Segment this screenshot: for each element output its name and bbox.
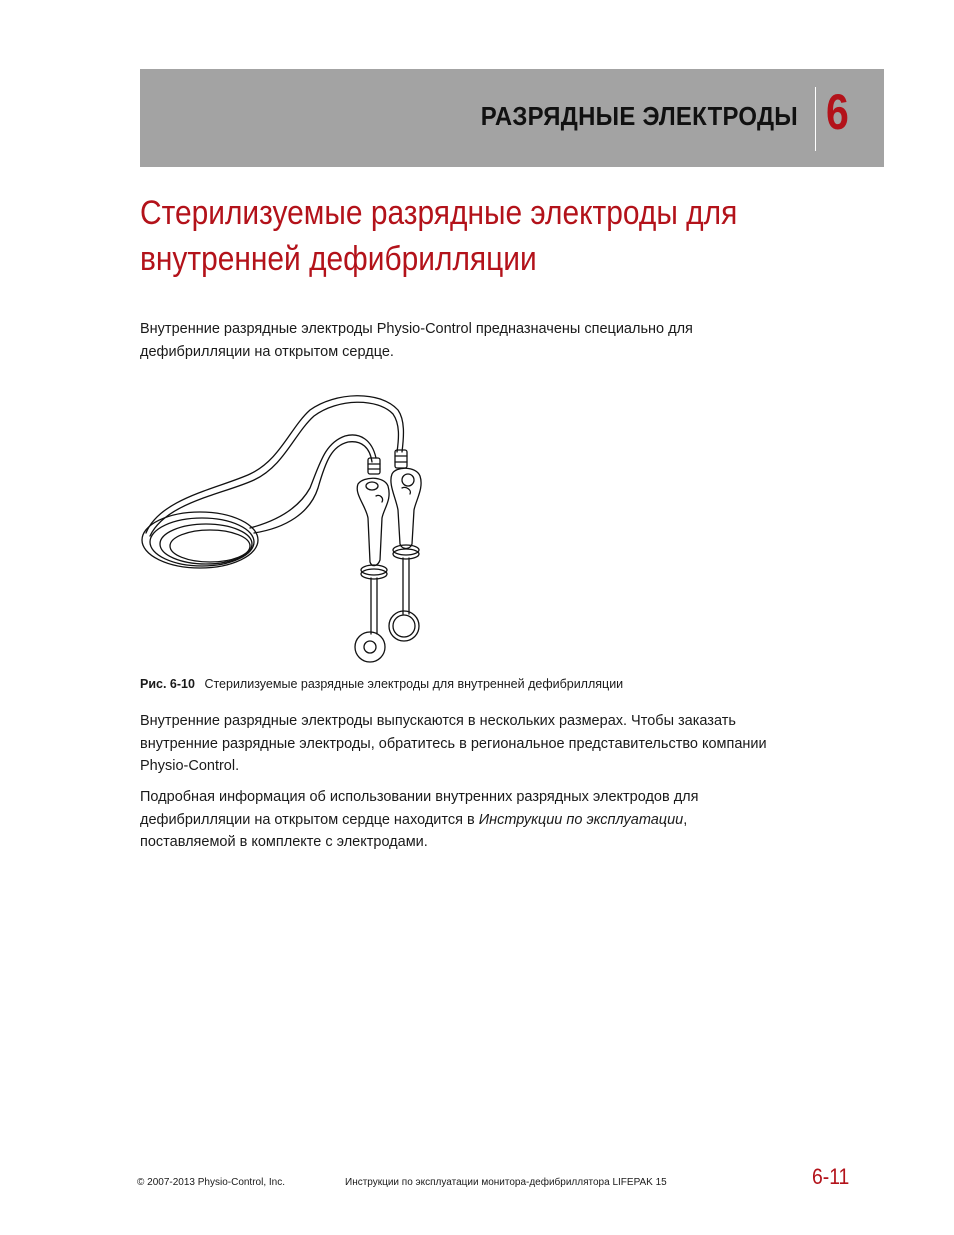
intro-line-1: Внутренние разрядные электроды Physio-Control предназначены специально для bbox=[140, 321, 693, 337]
instructions-line-2-text: дефибрилляции на открытом сердце находится в bbox=[140, 811, 479, 828]
section-title bbox=[140, 190, 774, 282]
sizes-paragraph bbox=[140, 710, 840, 778]
instructions-paragraph bbox=[140, 786, 840, 854]
sizes-line-2: внутренние разрядные электроды, обратитесь в региональное представительство компании bbox=[140, 735, 767, 752]
instructions-manual-title: Инструкции по эксплуатации bbox=[478, 811, 684, 828]
page-number: 6-11 bbox=[812, 1164, 850, 1189]
instructions-line-1: Подробная информация об использовании внутренних разрядных электродов для bbox=[140, 789, 699, 805]
section-title-line-2: внутренней дефибрилляции bbox=[140, 240, 537, 278]
instructions-line-2-comma: , bbox=[683, 811, 688, 828]
internal-paddles-figure bbox=[140, 388, 440, 668]
chapter-header-band bbox=[140, 69, 884, 167]
intro-line-2: дефибрилляции на открытом сердце. bbox=[140, 343, 394, 360]
header-divider bbox=[815, 87, 816, 151]
chapter-title: РАЗРЯДНЫЕ ЭЛЕКТРОДЫ bbox=[480, 101, 798, 131]
figure-label: Рис. 6-10 bbox=[140, 677, 195, 691]
footer-copyright: © 2007-2013 Physio-Control, Inc. bbox=[137, 1177, 286, 1188]
intro-paragraph bbox=[140, 318, 840, 363]
sizes-line-1: Внутренние разрядные электроды выпускаются в нескольких размерах. Чтобы заказать bbox=[140, 713, 736, 729]
instructions-line-2 bbox=[140, 809, 840, 832]
section-title-line-1: Стерилизуемые разрядные электроды для bbox=[140, 194, 738, 232]
footer-document-title: Инструкции по эксплуатации монитора-дефибриллятора LIFEPAK 15 bbox=[345, 1177, 667, 1188]
internal-paddles-illustration-icon bbox=[140, 388, 440, 668]
figure-caption-text: Стерилизуемые разрядные электроды для внутренней дефибрилляции bbox=[204, 677, 624, 691]
figure-caption bbox=[140, 677, 623, 691]
instructions-line-3: поставляемой в комплекте с электродами. bbox=[140, 834, 428, 850]
chapter-number: 6 bbox=[826, 84, 849, 140]
sizes-line-3: Physio-Control. bbox=[140, 758, 240, 774]
